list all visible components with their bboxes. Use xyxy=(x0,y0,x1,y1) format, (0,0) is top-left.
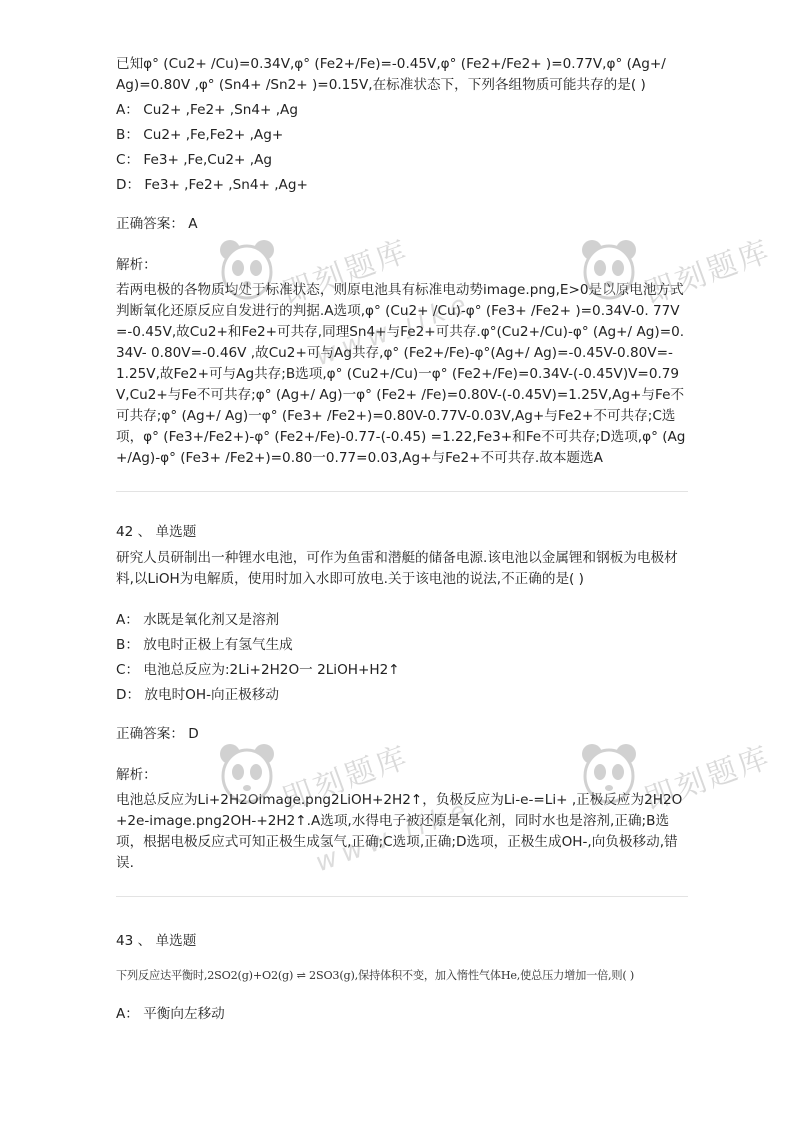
q43-header: 43 、 单选题 xyxy=(116,933,197,949)
q41-option-b: B： Cu2+ ,Fe,Fe2+ ,Ag+ xyxy=(116,127,284,143)
question-page xyxy=(116,54,688,1025)
q41-correct-answer: 正确答案： A xyxy=(116,216,198,232)
watermark-text: 即刻题库 xyxy=(639,233,777,312)
q43-stem-image: 下列反应达平衡时,2SO2(g)+O2(g) ⇌ 2SO3(g),保持体积不变，加入惰性气体He,使总压力增加一倍,则( ) xyxy=(116,969,635,982)
q42-correct-answer: 正确答案： D xyxy=(116,726,199,742)
q41-option-c: C： Fe3+ ,Fe,Cu2+ ,Ag xyxy=(116,152,273,168)
watermark-url: www.jike xyxy=(311,793,476,879)
q41-option-d: D： Fe3+ ,Fe2+ ,Sn4+ ,Ag+ xyxy=(116,177,308,193)
q42-option-c: C： 电池总反应为:2Li+2H2O一 2LiOH+H2↑ xyxy=(116,662,400,678)
q43-option-a: A： 平衡向左移动 xyxy=(116,1006,225,1022)
q42-option-a: A： 水既是氧化剂又是溶剂 xyxy=(116,612,280,628)
q41-stem: 已知φ° (Cu2+ /Cu)=0.34V,φ° (Fe2+/Fe)=-0.45V,φ° (Fe2+/Fe2+ )=0.77V,φ° (Ag+/ Ag)=0.80V ,φ° (Sn4+ /Sn2+ )=0.15V,在标准状态下，下列各组物质可能共存的是( ) xyxy=(116,56,666,93)
q41-analysis-label: 解析： xyxy=(116,257,157,273)
watermark-text: 即刻题库 xyxy=(639,739,777,818)
q42-option-d: D： 放电时OH-向正极移动 xyxy=(116,687,279,703)
watermark-url: www.jike xyxy=(311,287,476,373)
watermark-text: 即刻题库 xyxy=(277,739,415,818)
q42-stem: 研究人员研制出一种锂水电池，可作为鱼雷和潜艇的储备电源.该电池以金属锂和钢板为电极材料,以LiOH为电解质，使用时加入水即可放电.关于该电池的说法,不正确的是( ) xyxy=(116,550,678,587)
q42-option-b: B： 放电时正极上有氢气生成 xyxy=(116,637,293,653)
q41-option-a: A： Cu2+ ,Fe2+ ,Sn4+ ,Ag xyxy=(116,102,298,118)
watermark-text: 即刻题库 xyxy=(277,233,415,312)
q42-analysis: 电池总反应为Li+2H2Oimage.png2LiOH+2H2↑，负极反应为Li-e-=Li+ ,正极反应为2H2O+2e-image.png2OH-+2H2↑.A选项,水得电子被还原是氧化剂，同时水也是溶剂,正确;B选项，根据电极反应式可知正极生成氢气,正确;C选项,正确;D选项，正极生成OH-,向负极移动,错误. xyxy=(116,792,683,871)
divider xyxy=(116,491,688,492)
q42-analysis-label: 解析： xyxy=(116,767,157,783)
q41-analysis: 若两电极的各物质均处于标准状态，则原电池具有标准电动势image.png,E>0是以原电池方式判断氧化还原反应自发进行的判据.A选项,φ° (Cu2+ /Cu)-φ° (Fe3+ /Fe2+ )=0.34V-0. 77V=-0.45V,故Cu2+和Fe2+可共存,同理Sn4+与Fe2+可共存.φ°(Cu2+/Cu)-φ° (Ag+/ Ag)=0.34V- 0.80V=-0.46V ,故Cu2+可与Ag共存,φ° (Fe2+/Fe)-φ°(Ag+/ Ag)=-0.45V-0.80V=- 1.25V,故Fe2+可与Ag共存;B选项,φ° (Cu2+/Cu)一φ° (Fe2+/Fe)=0.34V-(-0.45V)V=0.79V,Cu2+与Fe不可共存;φ° (Ag+/ Ag)一φ° (Fe2+ /Fe)=0.80V-(-0.45V)=1.25V,Ag+与Fe不可共存;φ° (Ag+/ Ag)一φ° (Fe3+ /Fe2+)=0.80V-0.77V-0.03V,Ag+与Fe2+不可共存;C选项，φ° (Fe3+/Fe2+)-φ° (Fe2+/Fe)-0.77-(-0.45) =1.22,Fe3+和Fe不可共存;D选项,φ° (Ag+/Ag)-φ° (Fe3+ /Fe2+)=0.80一0.77=0.03,Ag+与Fe2+不可共存.故本题选A xyxy=(116,282,686,466)
divider xyxy=(116,896,688,897)
q42-header: 42 、 单选题 xyxy=(116,524,197,540)
